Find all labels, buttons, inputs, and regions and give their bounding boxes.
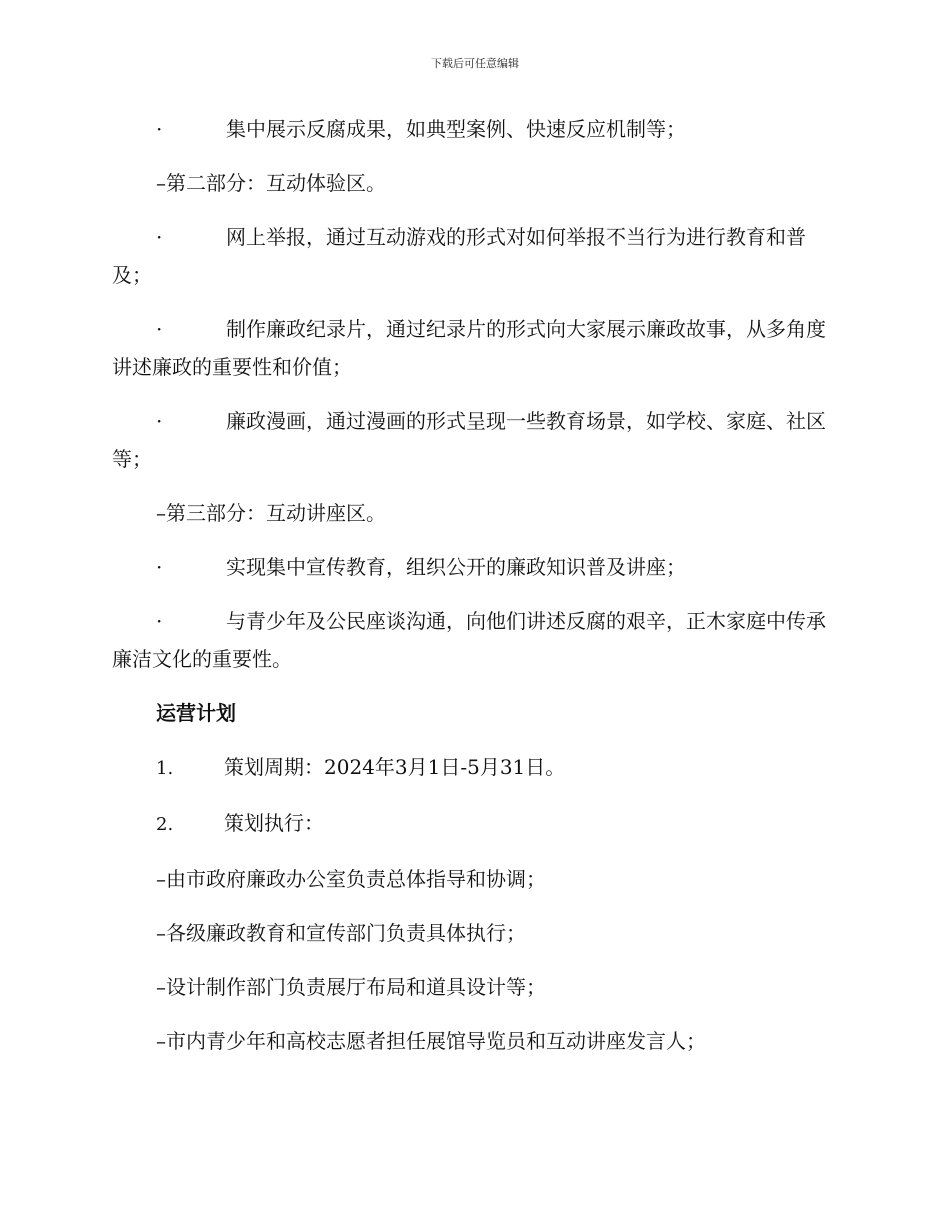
number-marker: 2. [156, 814, 174, 835]
section-heading: 运营计划 [156, 701, 236, 725]
bullet-marker: · [156, 609, 163, 633]
bullet-paragraph [112, 402, 837, 478]
document-body [112, 110, 837, 1076]
header-note: 下载后可任意编辑 [431, 57, 519, 70]
paragraph-text: 集中展示反腐成果，如典型案例、快速反应机制等； [226, 117, 686, 141]
dash-paragraph: –第三部分：互动讲座区。 [156, 501, 386, 525]
paragraph-text: 制作廉政纪录片，通过纪录片的形式向大家展示廉政故事，从多角度讲述廉政的重要性和价值； [112, 317, 826, 379]
bullet-marker: · [156, 409, 163, 433]
bullet-marker: · [156, 117, 163, 141]
item-text: 策划执行： [224, 811, 324, 835]
item-text: 策划周期：2024年3月1日-5月31日。 [224, 755, 566, 779]
bullet-paragraph [112, 310, 837, 386]
bullet-paragraph [112, 602, 837, 678]
numbered-item [112, 748, 837, 788]
bullet-marker: · [156, 225, 163, 249]
dash-paragraph: –第二部分：互动体验区。 [156, 171, 386, 195]
bullet-marker: · [156, 317, 163, 341]
paragraph-text: 网上举报，通过互动游戏的形式对如何举报不当行为进行教育和普及； [112, 225, 806, 287]
paragraph-text: 廉政漫画，通过漫画的形式呈现一些教育场景，如学校、家庭、社区等； [112, 409, 826, 471]
bullet-paragraph [112, 548, 837, 586]
dash-paragraph: –各级廉政教育和宣传部门负责具体执行； [156, 921, 526, 945]
paragraph-text: 与青少年及公民座谈沟通，向他们讲述反腐的艰辛，正木家庭中传承廉洁文化的重要性。 [112, 609, 826, 671]
bullet-paragraph [112, 218, 837, 294]
dash-paragraph: –市内青少年和高校志愿者担任展馆导览员和互动讲座发言人； [156, 1029, 706, 1053]
number-marker: 1. [156, 758, 174, 779]
dash-paragraph: –由市政府廉政办公室负责总体指导和协调； [156, 867, 546, 891]
paragraph-text: 实现集中宣传教育，组织公开的廉政知识普及讲座； [226, 555, 686, 579]
bullet-marker: · [156, 555, 163, 579]
bullet-paragraph [112, 110, 837, 148]
numbered-item [112, 804, 837, 844]
dash-paragraph: –设计制作部门负责展厅布局和道具设计等； [156, 975, 546, 999]
